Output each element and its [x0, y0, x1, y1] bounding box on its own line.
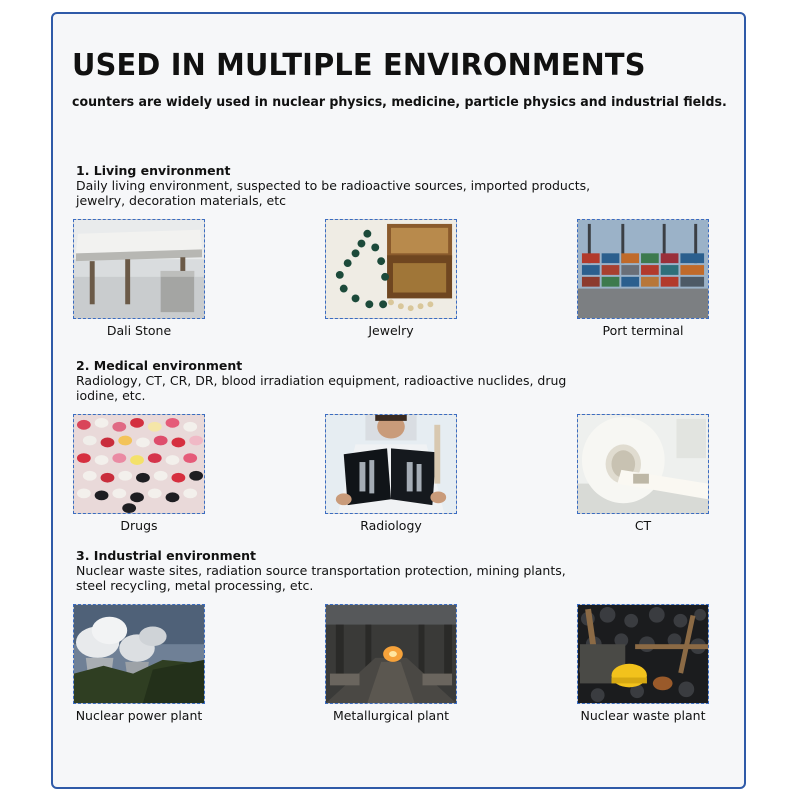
pills-photo — [73, 414, 205, 514]
caption-nuclear-power-plant: Nuclear power plant — [75, 708, 203, 723]
cooling-towers-photo — [73, 604, 205, 704]
container-port-photo — [577, 219, 709, 319]
section-description-living: Daily living environment, suspected to be radioactive sources, imported products, jewelry, decoration materials, etc — [76, 178, 591, 208]
caption-jewelry: Jewelry — [368, 323, 414, 338]
caption-drugs: Drugs — [120, 518, 158, 533]
caption-nuclear-waste-plant: Nuclear waste plant — [580, 708, 706, 723]
section-heading-medical: 2. Medical environment — [76, 358, 243, 373]
caption-ct: CT — [634, 518, 652, 533]
coal-mine-photo — [577, 604, 709, 704]
section-description-industrial: Nuclear waste sites, radiation source transportation protection, mining plants, steel recycling, metal processing, etc. — [76, 563, 566, 593]
section-heading-industrial: 3. Industrial environment — [76, 548, 256, 563]
steel-mill-photo — [325, 604, 457, 704]
caption-metallurgical-plant: Metallurgical plant — [332, 708, 450, 723]
xray-film-photo — [325, 414, 457, 514]
caption-port-terminal: Port terminal — [602, 323, 684, 338]
section-heading-living: 1. Living environment — [76, 163, 231, 178]
section-description-medical: Radiology, CT, CR, DR, blood irradiation equipment, radioactive nuclides, drug iodine, etc. — [76, 373, 567, 403]
ct-scanner-photo — [577, 414, 709, 514]
marble-table-photo — [73, 219, 205, 319]
page-subtitle: counters are widely used in nuclear physics, medicine, particle physics and industrial fields. — [72, 94, 727, 110]
caption-dali-stone: Dali Stone — [106, 323, 172, 338]
page-title: USED IN MULTIPLE ENVIRONMENTS — [72, 48, 646, 83]
caption-radiology: Radiology — [360, 518, 422, 533]
jewelry-box-photo — [325, 219, 457, 319]
